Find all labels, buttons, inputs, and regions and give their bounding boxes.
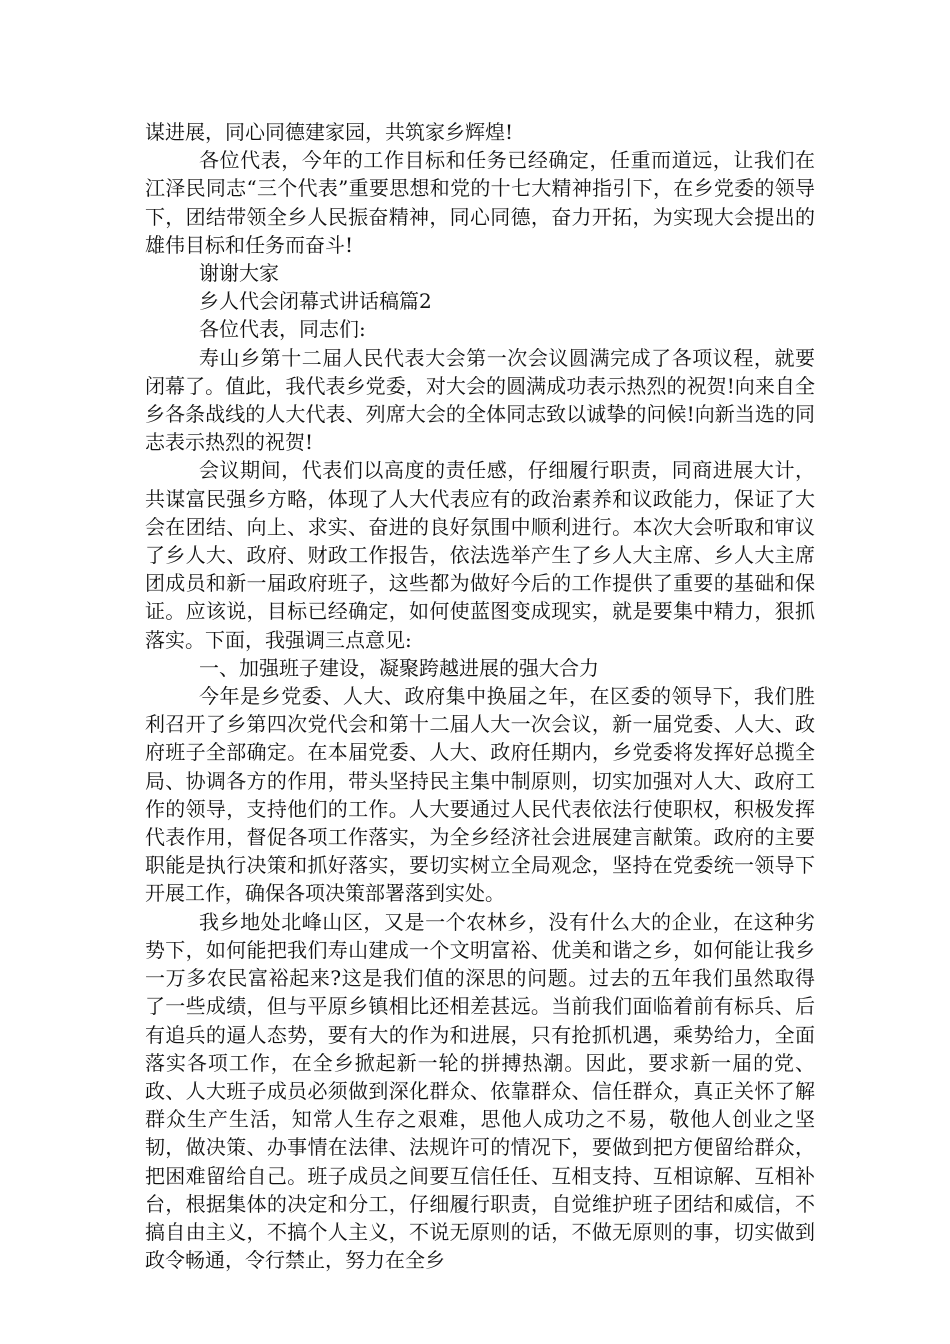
paragraph: 谢谢大家 <box>199 261 279 286</box>
paragraph: 寿山乡第十二届人民代表大会第一次会议圆满完成了各项议程，就要闭幕了。值此，我代表乡党委，对大会的圆满成功表示热烈的祝贺!向来自全乡各条战线的人大代表、列席大会的全体同志致以诚挚的问候!向新当选的同志表示热烈的祝贺! <box>145 345 815 455</box>
paragraph: 谋进展，同心同德建家园，共筑家乡辉煌! <box>145 120 514 144</box>
paragraph: 今年是乡党委、人大、政府集中换届之年，在区委的领导下，我们胜利召开了乡第四次党代会和第十二届人大一次会议，新一届党委、人大、政府班子全部确定。在本届党委、人大、政府任期内，乡党委将发挥好总揽全局、协调各方的作用，带头坚持民主集中制原则，切实加强对人大、政府工作的领导，支持他们的工作。人大要通过人民代表依法行使职权，积极发挥代表作用，督促各项工作落实，为全乡经济社会进展建言献策。政府的主要职能是执行决策和抓好落实，要切实树立全局观念，坚持在党委统一领导下开展工作，确保各项决策部署落到实处。 <box>145 684 815 906</box>
paragraph: 各位代表，今年的工作目标和任务已经确定，任重而道远，让我们在江泽民同志“三个代表”重要思想和党的十七大精神指引下，在乡党委的领导下，团结带领全乡人民振奋精神，同心同德，奋力开拓，为实现大会提出的雄伟目标和任务而奋斗! <box>145 148 815 257</box>
section-heading: 一、加强班子建设，凝聚跨越进展的强大合力 <box>199 655 599 680</box>
paragraph: 我乡地处北峰山区，又是一个农林乡，没有什么大的企业，在这种劣势下，如何能把我们寿山建成一个文明富裕、优美和谐之乡，如何能让我乡一万多农民富裕起来?这是我们值的深思的问题。过去的五年我们虽然取得了一些成绩，但与平原乡镇相比还相差甚远。当前我们面临着前有标兵、后有追兵的逼人态势，要有大的作为和进展，只有抢抓机遇，乘势给力，全面落实各项工作，在全乡掀起新一轮的拼搏热潮。因此，要求新一届的党、政、人大班子成员必须做到深化群众、依靠群众、信任群众，真正关怀了解群众生产生活，知常人生存之艰难，思他人成功之不易，敬他人创业之坚韧，做决策、办事情在法律、法规许可的情况下，要做到把方便留给群众，把困难留给自己。班子成员之间要互信任任、互相支持、互相谅解、互相补台，根据集体的决定和分工，仔细履行职责，自觉维护班子团结和威信，不搞自由主义，不搞个人主义，不说无原则的话，不做无原则的事，切实做到政令畅通，令行禁止，努力在全乡 <box>145 909 815 1273</box>
paragraph: 会议期间，代表们以高度的责任感，仔细履行职责，同商进展大计，共谋富民强乡方略，体现了人大代表应有的政治素养和议政能力，保证了大会在团结、向上、求实、奋进的良好氛围中顺利进行。本次大会听取和审议了乡人大、政府、财政工作报告，依法选举产生了乡人大主席、乡人大主席团成员和新一届政府班子，这些都为做好今后的工作提供了重要的基础和保证。应该说，目标已经确定，如何使蓝图变成现实，就是要集中精力，狠抓落实。下面，我强调三点意见: <box>145 458 815 652</box>
document-body <box>145 118 815 1274</box>
salutation: 各位代表，同志们: <box>199 317 366 342</box>
section-title: 乡人代会闭幕式讲话稿篇2 <box>199 289 432 314</box>
